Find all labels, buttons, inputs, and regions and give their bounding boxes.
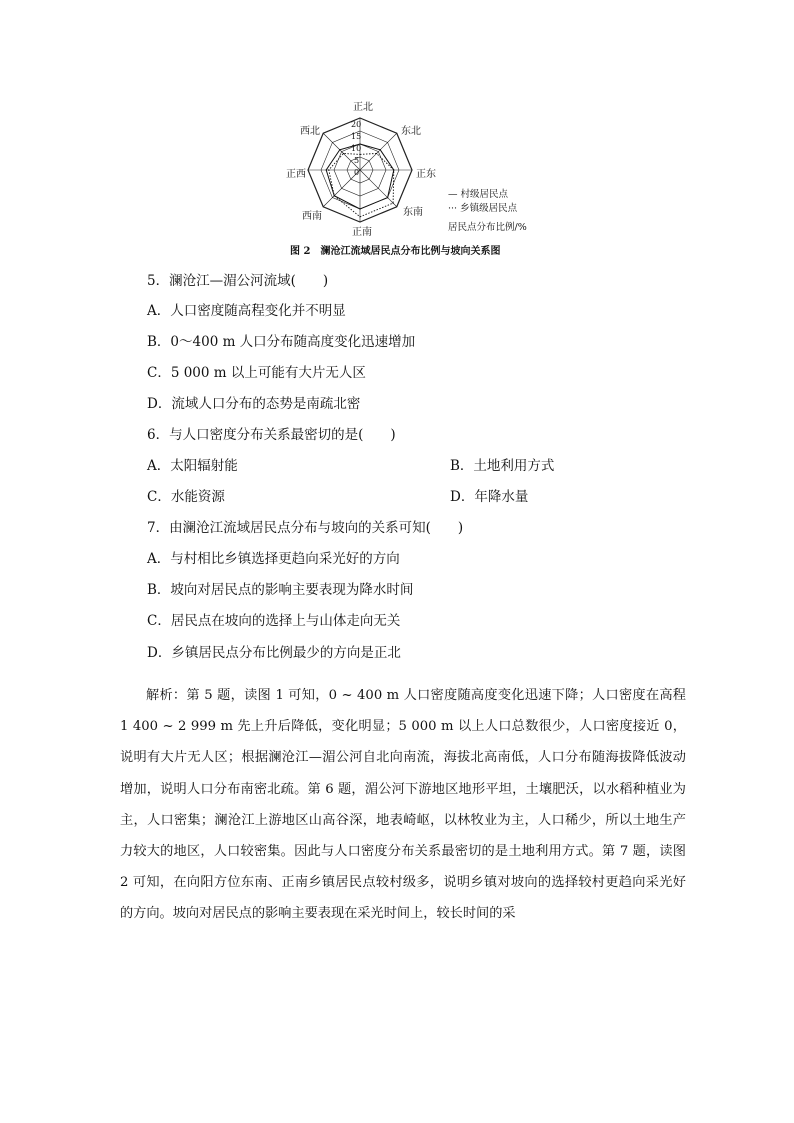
radar-chart: [280, 95, 550, 265]
question-5-option-c: C．5 000 m 以上可能有大片无人区: [147, 365, 366, 381]
question-7-option-d: D．乡镇居民点分布比例最少的方向是正北: [147, 645, 401, 661]
question-5-option-d: D．流域人口分布的态势是南疏北密: [147, 396, 361, 412]
township-point-4: [359, 216, 360, 217]
dir-northwest: 西北: [300, 126, 320, 137]
dir-northeast: 东北: [401, 126, 421, 137]
village-point-4: [359, 208, 360, 209]
township-point-6: [328, 169, 329, 170]
question-6-option-a: A．太阳辐射能: [147, 458, 238, 474]
question-6-option-c: C．水能资源: [147, 489, 225, 505]
legend-axis-label: 居民点分布比例/%: [448, 222, 527, 233]
village-point-7: [339, 149, 340, 150]
tick-0: 0: [354, 168, 360, 177]
question-6-option-b: B．土地利用方式: [450, 458, 555, 474]
village-point-1: [380, 149, 381, 150]
question-5-option-b: B．0～400 m 人口分布随高度变化迅速增加: [147, 334, 416, 350]
tick-20: 20: [351, 120, 362, 129]
legend-township: ··· 乡镇级居民点: [448, 203, 518, 214]
dir-southwest: 西南: [302, 211, 322, 222]
analysis-block: [120, 680, 686, 930]
tick-5: 5: [354, 156, 360, 165]
village-point-6: [326, 169, 327, 170]
tick-10: 10: [351, 144, 362, 153]
question-7-option-c: C．居民点在坡向的选择上与山体走向无关: [147, 613, 401, 629]
series-township-line: [329, 153, 394, 216]
legend-village: — 村级居民点: [448, 189, 509, 200]
township-point-2: [393, 169, 394, 170]
township-point-5: [334, 195, 335, 196]
township-point-0: [359, 154, 360, 155]
analysis-text: 解析：第 5 题，读图 1 可知，0 ~ 400 m 人口密度随高度变化迅速下降；人口密度在高程 1 400 ~ 2 999 m 先上升后降低，变化明显；5 000 m 以上人口总数很少，人口密度接近 0，说明有大片无人区；根据澜沧江—湄公河自北向南流，海拔北高南低，人口分布随海拔降低波动增加，说明人口分布南密北疏。第 6 题，湄公河下游地区地形平坦，土壤肥沃，以水稻种植业为主，人口密集；澜沧江上游地区山高谷深，地表崎岖，以林牧业为主，人口稀少，所以土地生产力较大的地区，人口较密集。因此与人口密度分布关系最密切的是土地利用方式。第 7 题，读图 2 可知，在向阳方位东南、正南乡镇居民点较村级多，说明乡镇对坡向的选择较村更趋向采光好的方向。坡向对居民点的影响主要表现在采光时间上，较长时间的采: [120, 688, 686, 922]
question-7-option-b: B．坡向对居民点的影响主要表现为降水时间: [147, 582, 414, 598]
radar-figure: [280, 95, 550, 265]
dir-north: 正北: [353, 102, 373, 113]
question-6-option-d: D．年降水量: [450, 489, 529, 505]
township-point-1: [376, 153, 377, 154]
dir-south: 正南: [352, 227, 372, 238]
township-point-7: [343, 153, 344, 154]
question-5-stem: 5．澜沧江—湄公河流域( ): [147, 273, 329, 289]
question-7-option-a: A．与村相比乡镇选择更趋向采光好的方向: [147, 551, 400, 567]
dir-southeast: 东南: [403, 207, 423, 218]
question-5-option-a: A．人口密度随高程变化并不明显: [147, 303, 346, 319]
dir-east: 正东: [416, 169, 436, 180]
dir-west: 正西: [286, 169, 306, 180]
tick-15: 15: [351, 132, 362, 141]
figure-caption: 图 2 澜沧江流域居民点分布比例与坡向关系图: [290, 246, 501, 257]
township-point-3: [392, 202, 393, 203]
village-point-3: [387, 197, 388, 198]
question-6-stem: 6．与人口密度分布关系最密切的是( ): [147, 427, 396, 443]
question-7-stem: 7．由澜沧江流域居民点分布与坡向的关系可知( ): [147, 520, 464, 536]
